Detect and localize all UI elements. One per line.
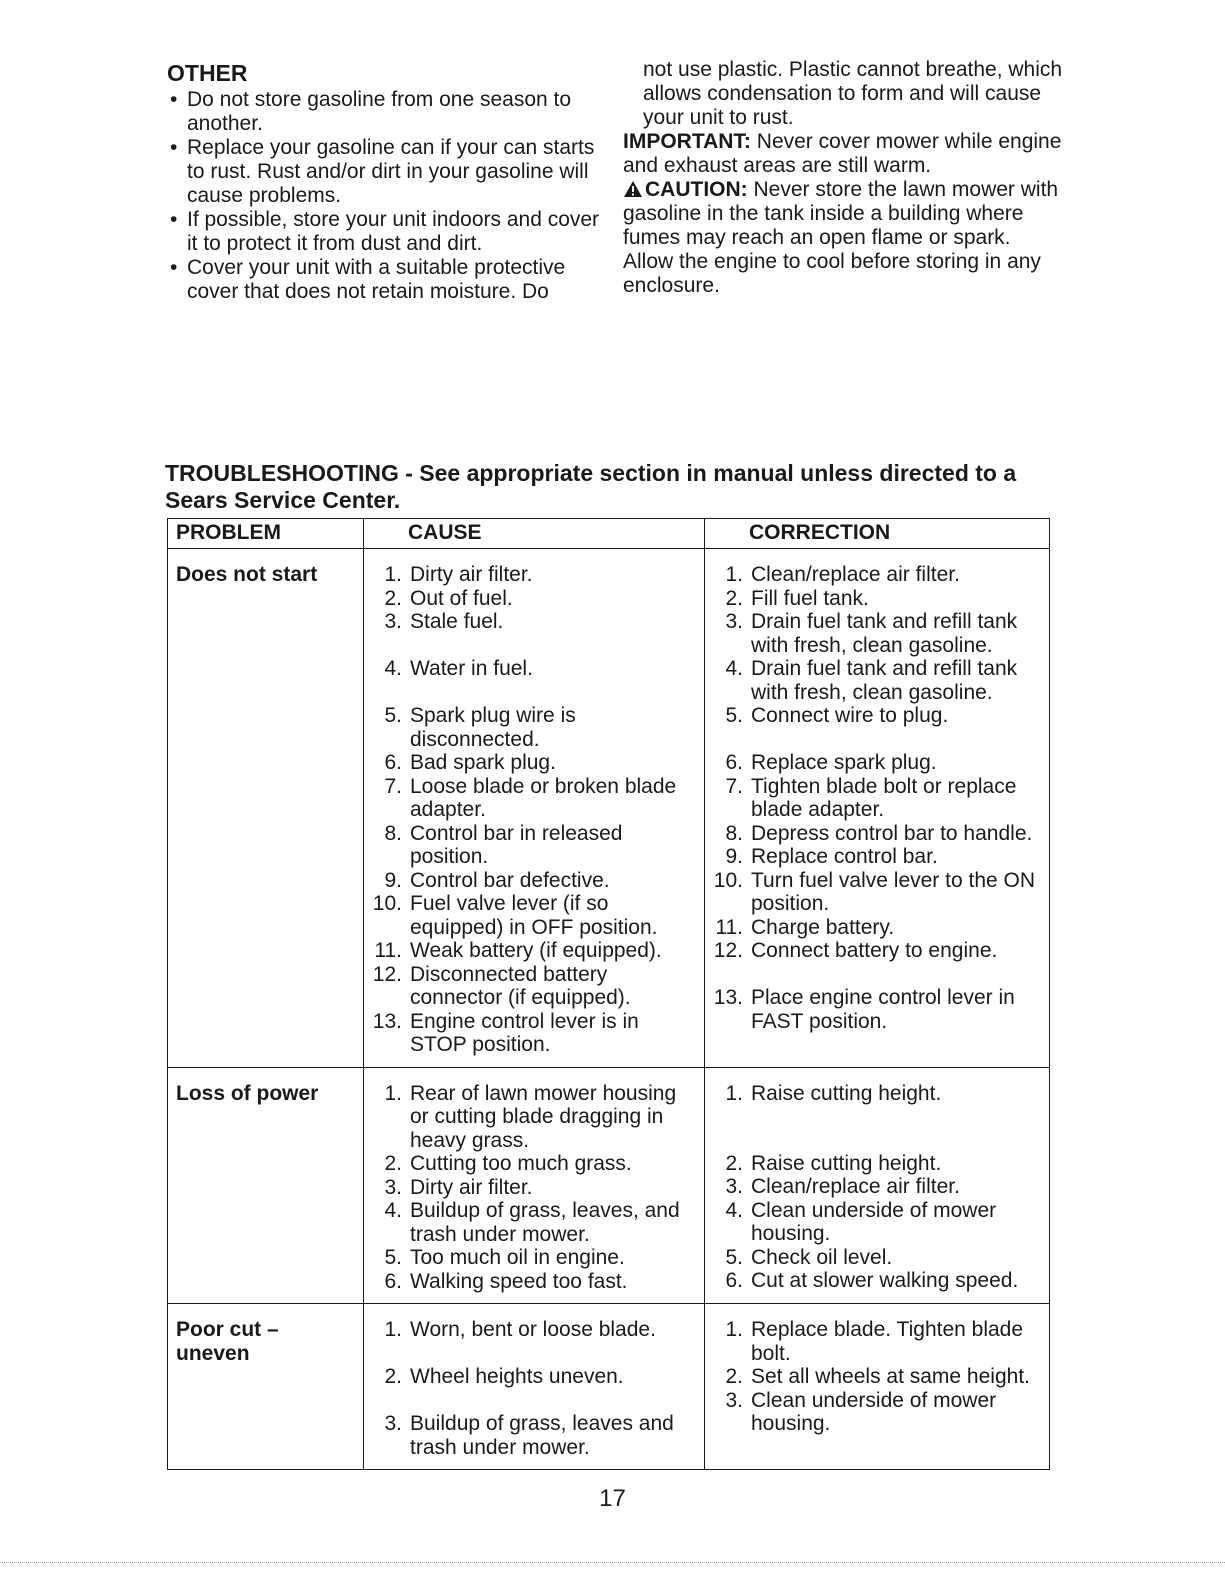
list-item: 5. Check oil level. <box>725 1245 893 1269</box>
cause-cell <box>364 1304 705 1470</box>
list-item: 12. Disconnected battery connector (if equipped). <box>372 962 631 1009</box>
list-item: 2. Raise cutting height. <box>725 1151 942 1175</box>
caution-note <box>623 178 1063 298</box>
header-cause: CAUSE <box>364 519 705 549</box>
problem-cell: Loss of power <box>168 1067 364 1304</box>
important-label: IMPORTANT: <box>623 130 751 153</box>
list-item: 1. Clean/replace air filter. <box>725 563 960 586</box>
list-item: 13. Place engine control lever in FAST position. <box>713 986 1015 1033</box>
table-header-row <box>168 519 1050 549</box>
important-note <box>623 130 1063 178</box>
section-heading-other: OTHER <box>167 60 248 86</box>
storage-tips-list <box>167 88 607 304</box>
important-text: Never cover mower while engine and exhaust areas are still warm. <box>623 130 1062 177</box>
bullet-item: • Do not store gasoline from one season to another. <box>167 88 607 136</box>
cause-list <box>372 1318 698 1459</box>
list-item: 5. Spark plug wire is disconnected. <box>384 704 576 751</box>
warning-triangle-icon <box>623 180 643 198</box>
bullet-item: • Replace your gasoline can if your can starts to rust. Rust and/or dirt in your gasoline will cause problems. <box>167 136 607 208</box>
list-item: 3. Clean/replace air filter. <box>725 1175 960 1198</box>
bottom-divider <box>0 1562 1225 1563</box>
list-item: 8. Depress control bar to handle. <box>725 821 1033 845</box>
bullet-item: • Cover your unit with a suitable protective cover that does not retain moisture. Do <box>167 256 607 304</box>
list-item: 3. Buildup of grass, leaves and trash under mower. <box>384 1412 674 1459</box>
page-number: 17 <box>599 1485 626 1512</box>
list-item: 4. Buildup of grass, leaves, and trash under mower. <box>384 1199 680 1246</box>
correction-list <box>713 563 1043 1033</box>
list-item: 4. Clean underside of mower housing. <box>725 1198 997 1245</box>
cause-list <box>372 563 698 1057</box>
bullet-continuation: not use plastic. Plastic cannot breathe, which allows condensation to form and will cause your unit to rust. <box>643 58 1063 129</box>
correction-cell <box>705 549 1050 1068</box>
list-item: 2. Set all wheels at same height. <box>725 1365 1030 1388</box>
list-item: 10. Fuel valve lever (if so equipped) in OFF position. <box>372 892 658 939</box>
list-item: 6. Cut at slower walking speed. <box>725 1269 1019 1292</box>
list-item: 2. Out of fuel. <box>384 586 513 610</box>
list-item: 2. Fill fuel tank. <box>725 586 869 610</box>
list-item: 11. Weak battery (if equipped). <box>374 939 662 962</box>
list-item: 6. Bad spark plug. <box>384 751 556 774</box>
table-row <box>168 1304 1050 1470</box>
list-item: 1. Rear of lawn mower housing or cutting blade dragging in heavy grass. <box>384 1081 677 1152</box>
list-item: 3. Clean underside of mower housing. <box>725 1388 997 1435</box>
table-row <box>168 1067 1050 1304</box>
list-item: 5. Too much oil in engine. <box>384 1246 625 1269</box>
list-item: 9. Control bar defective. <box>384 868 610 892</box>
list-item: 2. Cutting too much grass. <box>384 1152 632 1175</box>
cause-cell <box>364 549 705 1068</box>
header-correction: CORRECTION <box>705 519 1050 549</box>
cause-cell <box>364 1067 705 1304</box>
list-item: 4. Drain fuel tank and refill tank with fresh, clean gasoline. <box>725 657 1018 704</box>
list-item: 1. Dirty air filter. <box>384 563 533 586</box>
list-item: 9. Replace control bar. <box>725 845 938 868</box>
list-item: 1. Worn, bent or loose blade. <box>384 1318 656 1341</box>
list-item: 6. Replace spark plug. <box>725 751 937 774</box>
list-item: 3. Dirty air filter. <box>384 1175 533 1199</box>
problem-cell: Does not start <box>168 549 364 1068</box>
table-row <box>168 549 1050 1068</box>
other-section-right <box>623 58 1063 298</box>
list-item: 5. Connect wire to plug. <box>725 704 949 727</box>
list-item: 13. Engine control lever is in STOP position. <box>372 1009 639 1056</box>
correction-list <box>713 1318 1043 1436</box>
list-item: 8. Control bar in released position. <box>384 821 623 868</box>
other-section-left <box>167 58 607 304</box>
troubleshooting-table <box>167 518 1050 1470</box>
list-item: 6. Walking speed too fast. <box>384 1269 628 1293</box>
list-item: 2. Wheel heights uneven. <box>384 1365 624 1388</box>
caution-label: CAUTION: <box>645 178 748 201</box>
correction-list <box>713 1082 1043 1293</box>
troubleshooting-title: TROUBLESHOOTING - See appropriate section in manual unless directed to a Sears Service Center. <box>165 460 1017 513</box>
list-item: 10. Turn fuel valve lever to the ON position. <box>713 868 1036 915</box>
list-item: 4. Water in fuel. <box>384 657 533 680</box>
header-problem: PROBLEM <box>168 519 364 549</box>
correction-cell <box>705 1067 1050 1304</box>
list-item: 1. Replace blade. Tighten blade bolt. <box>725 1318 1024 1365</box>
list-item: 7. Loose blade or broken blade adapter. <box>384 774 677 821</box>
list-item: 11. Charge battery. <box>715 915 895 939</box>
list-item: 1. Raise cutting height. <box>725 1081 942 1105</box>
problem-cell: Poor cut – uneven <box>168 1304 364 1470</box>
bullet-item: • If possible, store your unit indoors and cover it to protect it from dust and dirt. <box>167 208 607 256</box>
cause-list <box>372 1082 698 1294</box>
list-item: 12. Connect battery to engine. <box>713 939 998 962</box>
list-item: 3. Drain fuel tank and refill tank with fresh, clean gasoline. <box>725 610 1018 657</box>
caution-text: Never store the lawn mower with gasoline in the tank inside a building where fumes may reach an open flame or spark. Allow the engine to cool before storing in any enclosure. <box>623 178 1059 297</box>
list-item: 3. Stale fuel. <box>384 610 504 633</box>
list-item: 7. Tighten blade bolt or replace blade adapter. <box>725 774 1017 821</box>
correction-cell <box>705 1304 1050 1470</box>
